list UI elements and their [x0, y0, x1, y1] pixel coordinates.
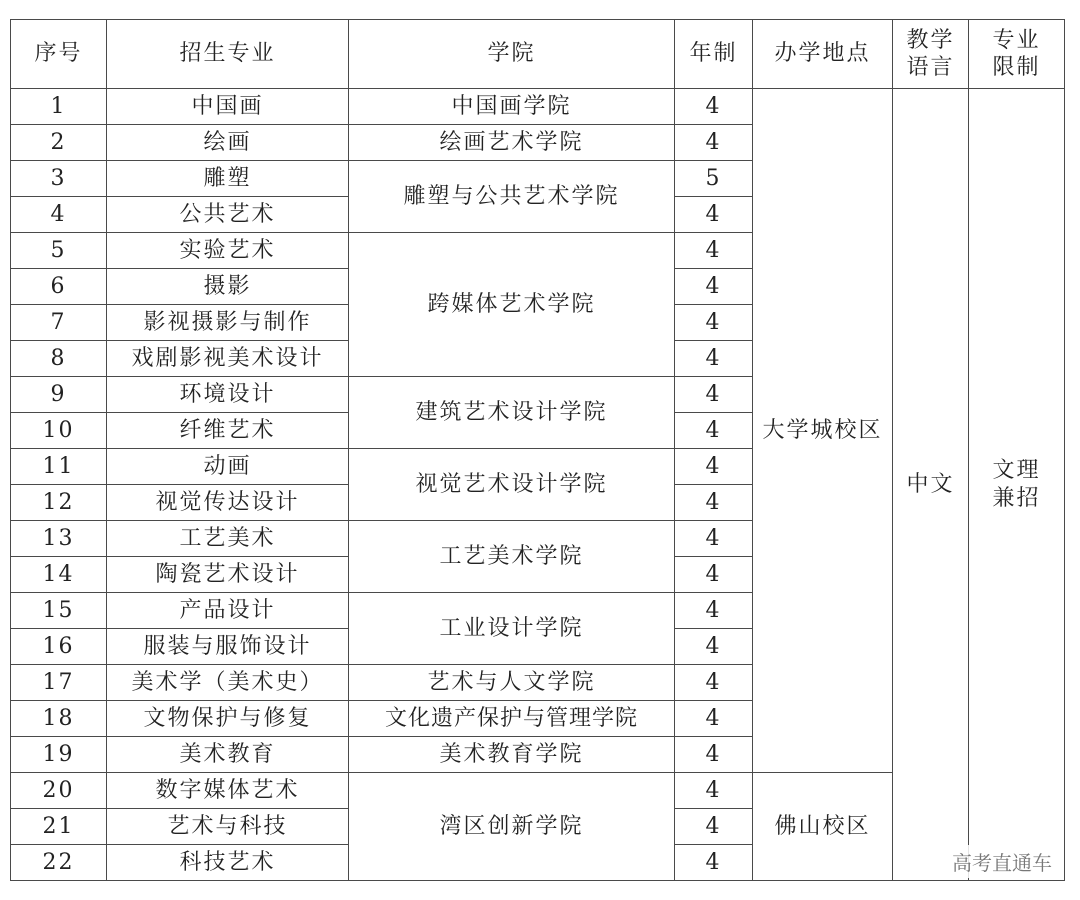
row-number: 20 — [11, 773, 107, 809]
years-value: 4 — [675, 377, 753, 413]
campus-main: 大学城校区 — [753, 89, 893, 773]
years-value: 4 — [675, 845, 753, 881]
header-language-line1: 教学 — [906, 27, 955, 53]
college-name: 工业设计学院 — [349, 593, 675, 665]
major-name: 环境设计 — [107, 377, 349, 413]
college-name: 工艺美术学院 — [349, 521, 675, 593]
row-number: 12 — [11, 485, 107, 521]
row-number: 9 — [11, 377, 107, 413]
header-limit — [969, 20, 1065, 89]
college-name: 文化遗产保护与管理学院 — [349, 701, 675, 737]
major-name: 绘画 — [107, 125, 349, 161]
major-name: 实验艺术 — [107, 233, 349, 269]
major-name: 雕塑 — [107, 161, 349, 197]
header-limit-line1: 专业 — [992, 27, 1041, 53]
watermark: 高考直通车 — [948, 845, 1056, 878]
major-name: 文物保护与修复 — [107, 701, 349, 737]
major-name: 中国画 — [107, 89, 349, 125]
header-row — [11, 20, 1065, 89]
major-name: 美术学（美术史） — [107, 665, 349, 701]
college-name: 视觉艺术设计学院 — [349, 449, 675, 521]
major-name: 陶瓷艺术设计 — [107, 557, 349, 593]
header-no: 序号 — [11, 20, 107, 89]
header-limit-line2: 限制 — [992, 55, 1041, 80]
years-value: 4 — [675, 125, 753, 161]
years-value: 4 — [675, 305, 753, 341]
row-number: 19 — [11, 737, 107, 773]
college-name: 中国画学院 — [349, 89, 675, 125]
major-name: 影视摄影与制作 — [107, 305, 349, 341]
years-value: 4 — [675, 521, 753, 557]
row-number: 8 — [11, 341, 107, 377]
header-campus: 办学地点 — [753, 20, 893, 89]
years-value: 4 — [675, 809, 753, 845]
years-value: 4 — [675, 485, 753, 521]
college-name: 湾区创新学院 — [349, 773, 675, 881]
college-name: 雕塑与公共艺术学院 — [349, 161, 675, 233]
major-name: 服装与服饰设计 — [107, 629, 349, 665]
row-number: 16 — [11, 629, 107, 665]
row-number: 22 — [11, 845, 107, 881]
limit-cell — [969, 89, 1065, 881]
years-value: 4 — [675, 269, 753, 305]
row-number: 5 — [11, 233, 107, 269]
majors-table — [10, 19, 1065, 881]
years-value: 4 — [675, 665, 753, 701]
row-number: 2 — [11, 125, 107, 161]
table-row — [11, 89, 1065, 125]
language-cell: 中文 — [893, 89, 969, 881]
row-number: 3 — [11, 161, 107, 197]
major-name: 科技艺术 — [107, 845, 349, 881]
row-number: 4 — [11, 197, 107, 233]
years-value: 4 — [675, 593, 753, 629]
major-name: 美术教育 — [107, 737, 349, 773]
major-name: 公共艺术 — [107, 197, 349, 233]
row-number: 7 — [11, 305, 107, 341]
years-value: 4 — [675, 197, 753, 233]
college-name: 绘画艺术学院 — [349, 125, 675, 161]
years-value: 4 — [675, 449, 753, 485]
major-name: 戏剧影视美术设计 — [107, 341, 349, 377]
row-number: 15 — [11, 593, 107, 629]
campus-foshan: 佛山校区 — [753, 773, 893, 881]
row-number: 13 — [11, 521, 107, 557]
years-value: 4 — [675, 773, 753, 809]
college-name: 跨媒体艺术学院 — [349, 233, 675, 377]
years-value: 4 — [675, 737, 753, 773]
row-number: 21 — [11, 809, 107, 845]
header-college: 学院 — [349, 20, 675, 89]
college-name: 美术教育学院 — [349, 737, 675, 773]
row-number: 14 — [11, 557, 107, 593]
header-years: 年制 — [675, 20, 753, 89]
years-value: 4 — [675, 413, 753, 449]
years-value: 4 — [675, 341, 753, 377]
major-name: 纤维艺术 — [107, 413, 349, 449]
row-number: 11 — [11, 449, 107, 485]
years-value: 4 — [675, 89, 753, 125]
major-name: 摄影 — [107, 269, 349, 305]
header-language — [893, 20, 969, 89]
header-major: 招生专业 — [107, 20, 349, 89]
years-value: 4 — [675, 701, 753, 737]
years-value: 4 — [675, 557, 753, 593]
years-value: 4 — [675, 233, 753, 269]
major-name: 工艺美术 — [107, 521, 349, 557]
college-name: 建筑艺术设计学院 — [349, 377, 675, 449]
years-value: 5 — [675, 161, 753, 197]
limit-line2: 兼招 — [992, 485, 1041, 511]
major-name: 产品设计 — [107, 593, 349, 629]
row-number: 10 — [11, 413, 107, 449]
row-number: 6 — [11, 269, 107, 305]
major-name: 动画 — [107, 449, 349, 485]
row-number: 1 — [11, 89, 107, 125]
college-name: 艺术与人文学院 — [349, 665, 675, 701]
row-number: 18 — [11, 701, 107, 737]
major-name: 艺术与科技 — [107, 809, 349, 845]
row-number: 17 — [11, 665, 107, 701]
major-name: 视觉传达设计 — [107, 485, 349, 521]
years-value: 4 — [675, 629, 753, 665]
limit-line1: 文理 — [992, 458, 1041, 483]
header-language-line2: 语言 — [906, 55, 955, 80]
major-name: 数字媒体艺术 — [107, 773, 349, 809]
